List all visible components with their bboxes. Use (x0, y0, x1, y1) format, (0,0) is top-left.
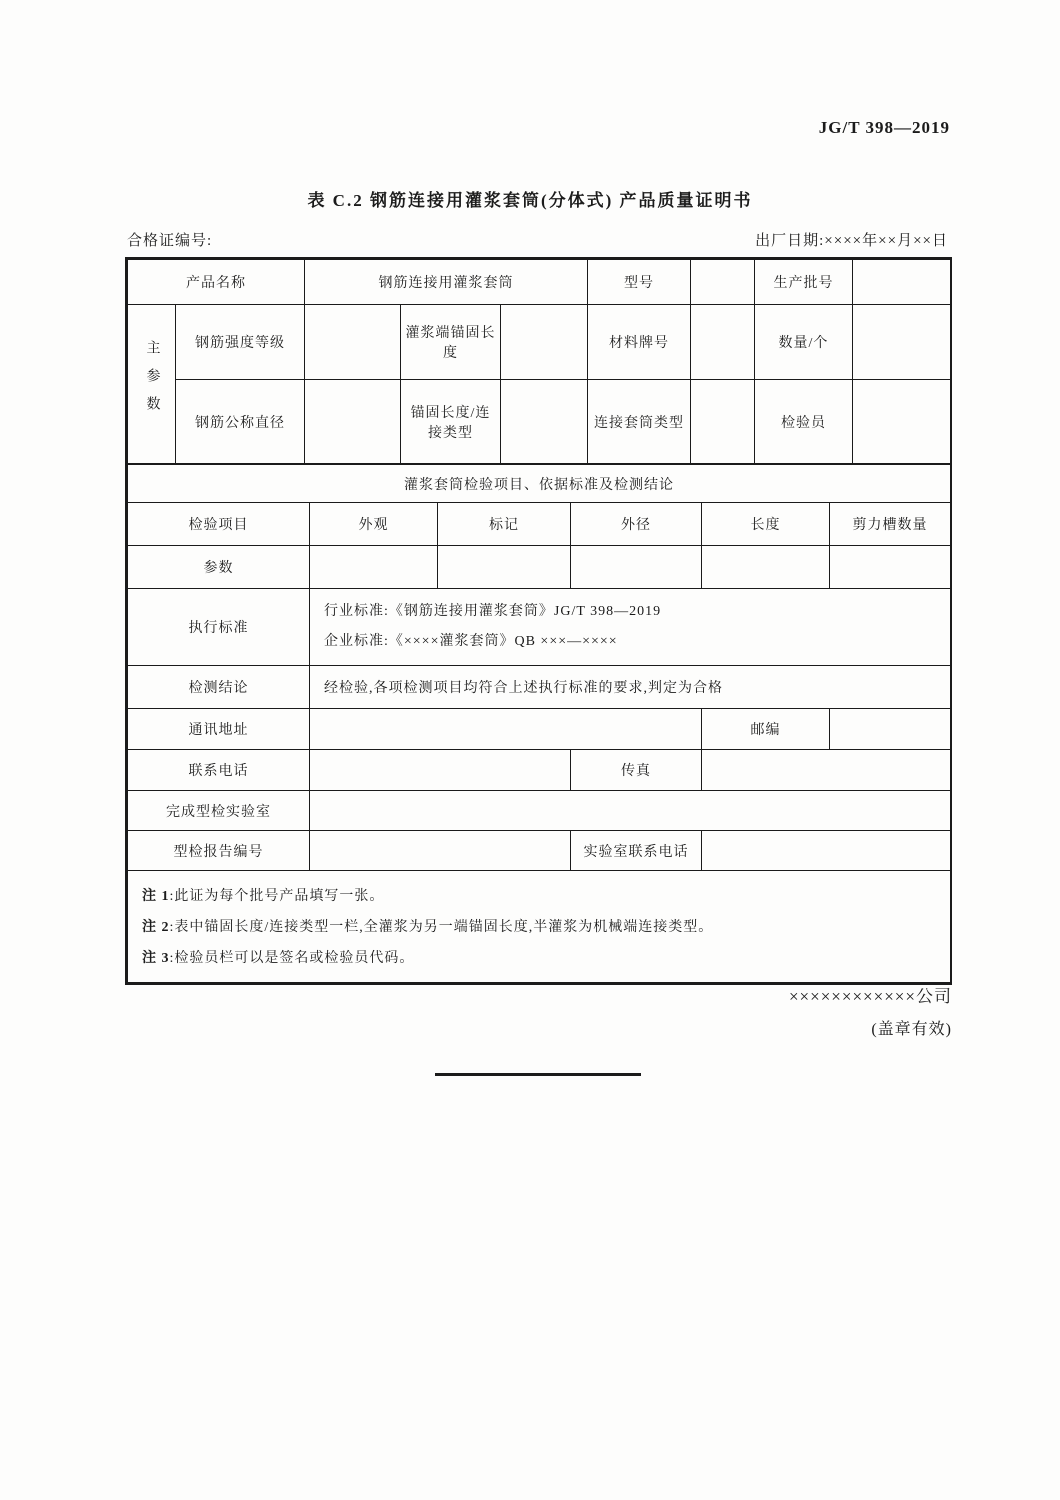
type-test-lab-value (310, 791, 951, 831)
certificate-table (125, 257, 952, 985)
table-row (128, 831, 951, 871)
inspection-items-label: 检验项目 (128, 503, 310, 546)
inspection-item-length: 长度 (702, 503, 830, 546)
anchor-connection-type-value (501, 380, 588, 464)
rebar-strength-value (305, 305, 401, 380)
note-1-text: :此证为每个批号产品填写一张。 (169, 889, 385, 904)
company-name: ××××××××××××公司 (788, 987, 952, 1006)
product-name-value: 钢筋连接用灌浆套筒 (305, 260, 588, 305)
fax-label: 传真 (571, 750, 702, 791)
conclusion-label: 检测结论 (128, 666, 310, 709)
quantity-label: 数量/个 (755, 305, 853, 380)
params-label: 参数 (128, 546, 310, 589)
material-grade-label: 材料牌号 (588, 305, 691, 380)
rebar-diameter-label: 钢筋公称直径 (176, 380, 305, 464)
note-2-label: 注 2 (142, 920, 170, 935)
upper-table (127, 259, 951, 464)
table-row (128, 380, 951, 464)
inspection-item-outer-diameter: 外径 (571, 503, 702, 546)
batch-value (853, 260, 951, 305)
rebar-strength-label: 钢筋强度等级 (176, 305, 305, 380)
table-row (128, 503, 951, 546)
anchor-connection-type-label: 锚固长度/连接类型 (401, 380, 501, 464)
note-1-label: 注 1 (142, 889, 170, 904)
page-title: 表 C.2 钢筋连接用灌浆套筒(分体式) 产品质量证明书 (307, 191, 753, 210)
sleeve-type-label: 连接套筒类型 (588, 380, 691, 464)
section-header: 灌浆套筒检验项目、依据标准及检测结论 (128, 465, 951, 503)
sleeve-type-value (691, 380, 755, 464)
model-label: 型号 (588, 260, 691, 305)
param-value-outer-diameter (571, 546, 702, 589)
note-2-text: :表中锚固长度/连接类型一栏,全灌浆为另一端锚固长度,半灌浆为机械端连接类型。 (169, 920, 714, 935)
notes-cell (128, 871, 951, 983)
table-row (128, 791, 951, 831)
table-row (128, 465, 951, 503)
inspection-item-shear-groove: 剪力槽数量 (830, 503, 951, 546)
standard-code: JG/T 398—2019 (818, 118, 950, 137)
grout-anchor-length-value (501, 305, 588, 380)
factory-date-label: 出厂日期:××××年××月××日 (755, 233, 948, 249)
industry-standard-line: 行业标准:《钢筋连接用灌浆套筒》JG/T 398—2019 (324, 604, 662, 619)
model-value (691, 260, 755, 305)
note-3-text: :检验员栏可以是签名或检验员代码。 (169, 951, 415, 966)
inspection-item-appearance: 外观 (310, 503, 438, 546)
report-number-label: 型检报告编号 (128, 831, 310, 871)
note-3 (142, 943, 950, 974)
table-row (128, 260, 951, 305)
quantity-value (853, 305, 951, 380)
rebar-diameter-value (305, 380, 401, 464)
end-of-document-rule (435, 1073, 641, 1076)
type-test-lab-label: 完成型检实验室 (128, 791, 310, 831)
address-label: 通讯地址 (128, 709, 310, 750)
inspection-item-marking: 标记 (438, 503, 571, 546)
standards-label: 执行标准 (128, 589, 310, 666)
material-grade-value (691, 305, 755, 380)
param-value-length (702, 546, 830, 589)
inspector-label: 检验员 (755, 380, 853, 464)
table-row (128, 589, 951, 666)
seal-validity-note: (盖章有效) (871, 1021, 952, 1038)
param-value-shear-groove (830, 546, 951, 589)
batch-label: 生产批号 (755, 260, 853, 305)
lab-phone-label: 实验室联系电话 (571, 831, 702, 871)
grout-anchor-length-label: 灌浆端锚固长度 (401, 305, 501, 380)
address-value (310, 709, 702, 750)
meta-row (127, 229, 948, 250)
standards-value (310, 589, 951, 666)
phone-value (310, 750, 571, 791)
table-row (128, 666, 951, 709)
phone-label: 联系电话 (128, 750, 310, 791)
param-value-appearance (310, 546, 438, 589)
lower-table (127, 464, 951, 983)
report-number-value (310, 831, 571, 871)
note-2 (142, 912, 950, 943)
postcode-label: 邮编 (702, 709, 830, 750)
conclusion-value: 经检验,各项检测项目均符合上述执行标准的要求,判定为合格 (310, 666, 951, 709)
table-row (128, 305, 951, 380)
note-3-label: 注 3 (142, 951, 170, 966)
note-1 (142, 881, 950, 912)
table-row (128, 546, 951, 589)
main-params-label: 主参数 (144, 339, 160, 424)
lab-phone-value (702, 831, 951, 871)
postcode-value (830, 709, 951, 750)
signature-block (789, 980, 952, 1046)
certificate-number-label: 合格证编号: (127, 233, 213, 249)
fax-value (702, 750, 951, 791)
param-value-marking (438, 546, 571, 589)
inspector-value (853, 380, 951, 464)
table-row (128, 750, 951, 791)
main-params-header (128, 305, 176, 464)
table-row (128, 871, 951, 983)
enterprise-standard-line: 企业标准:《××××灌浆套筒》QB ×××—×××× (324, 634, 618, 649)
table-row (128, 709, 951, 750)
product-name-label: 产品名称 (128, 260, 305, 305)
